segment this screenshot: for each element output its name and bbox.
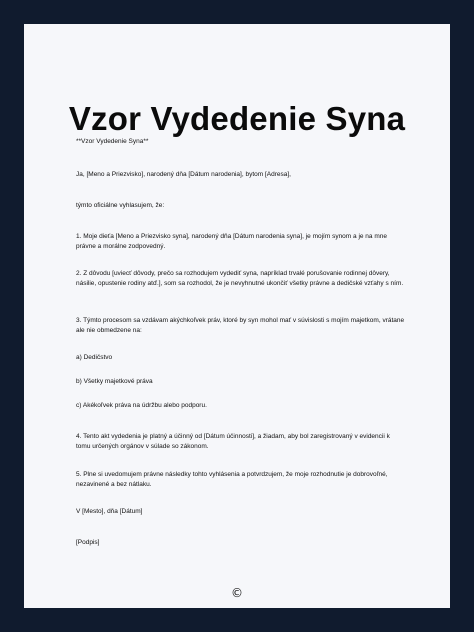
declarant-line: Ja, [Meno a Priezvisko], narodený dňa [Dátum narodenia], bytom [Adresa], (76, 171, 291, 178)
place-date-line: V [Mesto], dňa [Dátum] (76, 508, 143, 515)
declaration-intro: týmto oficiálne vyhlasujem, že: (76, 202, 165, 209)
item-b: b) Všetky majetkové práva (76, 378, 153, 385)
document-title: Vzor Vydedenie Syna (68, 100, 406, 137)
signature-line: [Podpis] (76, 539, 100, 546)
point-4: 4. Tento akt vydedenia je platný a účinný od [Dátum účinnosti], a žiadam, aby bol zaregistrovaný v evidencii k tomu určených orgánov v súlade so zákonom. (76, 433, 390, 450)
point-5: 5. Plne si uvedomujem právne následky tohto vyhlásenia a potvrdzujem, že moje rozhodnutie je dobrovoľné, nezavinené a bez nátlaku. (76, 471, 388, 488)
copyright-icon: © (231, 586, 243, 600)
item-c: c) Akékoľvek práva na údržbu alebo podporu. (76, 402, 207, 409)
document-page (24, 24, 450, 608)
document-heading-line: **Vzor Vydedenie Syna** (76, 138, 149, 145)
item-a: a) Dedičstvo (76, 354, 113, 361)
point-2: 2. Z dôvodu [uvieсť dôvody, prečo sa rozhodujem vydediť syna, napríklad trvalé porušovanie rodinnej dôvery, násilie, opustenie rodiny atď.], som sa rozhodol, že je nevyhnutné ukončiť všetky právne a dedičské vzťahy s ním. (76, 270, 404, 287)
point-3: 3. Týmto procesom sa vzdávam akýchkoľvek práv, ktoré by syn mohol mať v súvislosti s mojím majetkom, vrátane ale nie obmedzene na: (76, 317, 405, 334)
point-1: 1. Moje dieťa [Meno a Priezvisko syna], narodený dňa [Dátum narodenia syna], je mojím synom a je na mne právne a morálne zodpovedný. (76, 233, 387, 250)
